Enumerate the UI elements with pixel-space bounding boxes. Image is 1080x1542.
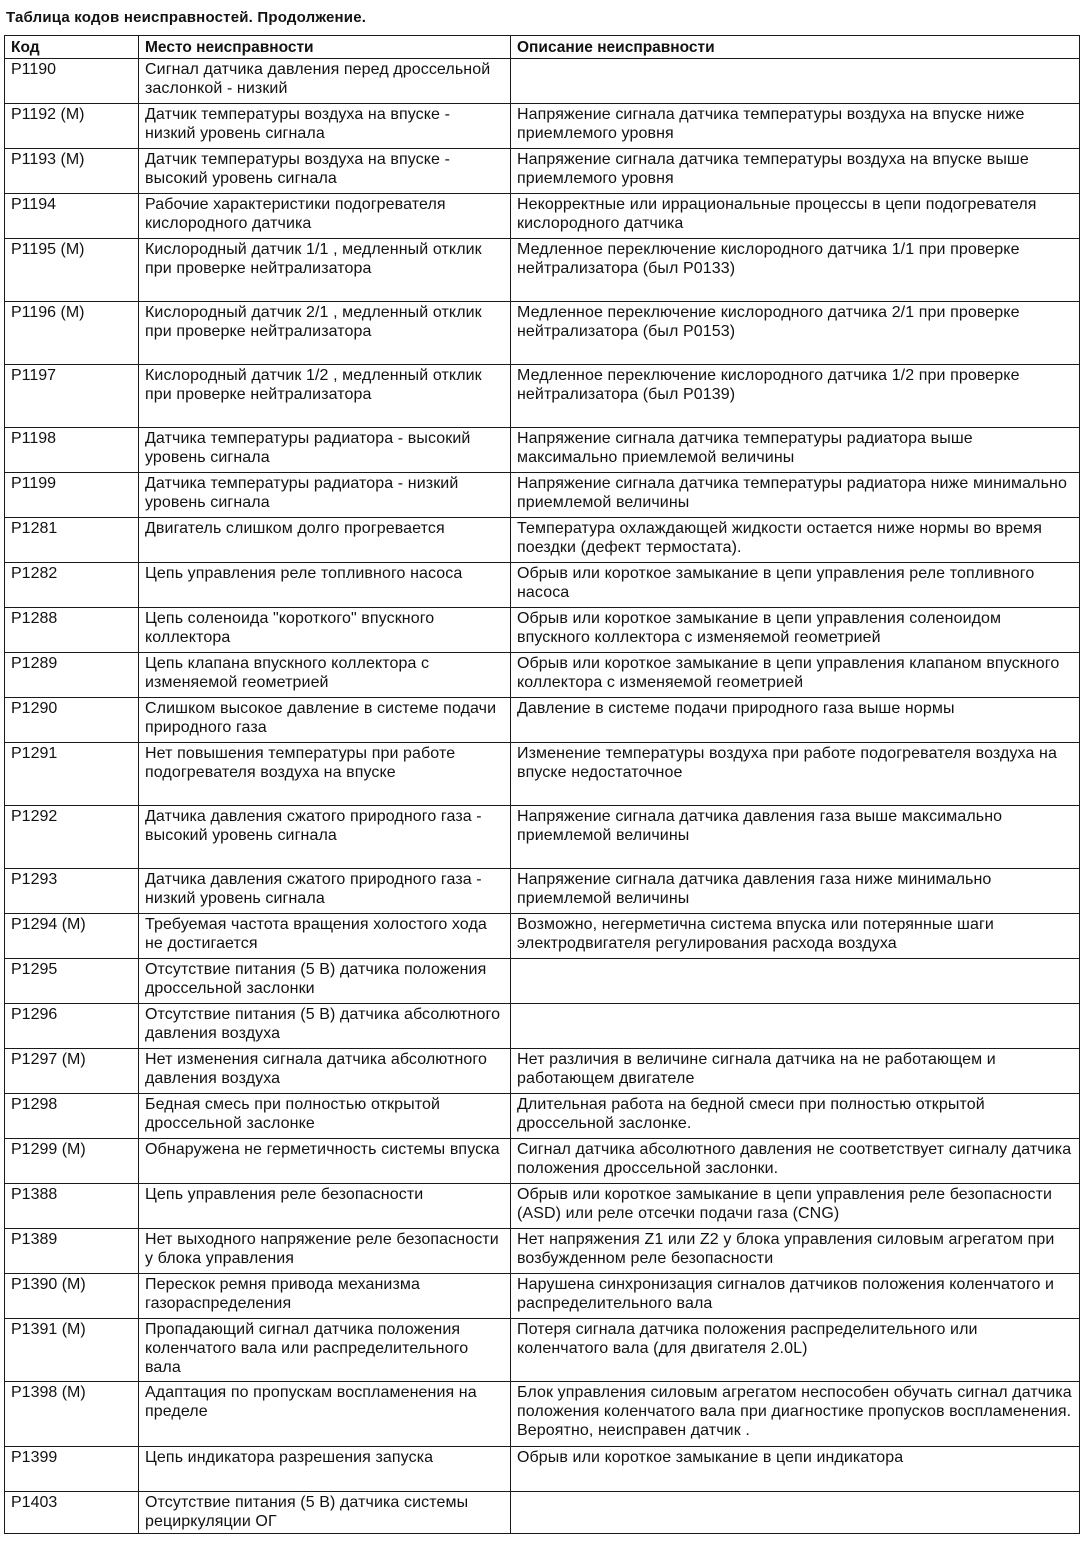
code-cell: P1293 xyxy=(5,869,139,914)
code-cell: P1388 xyxy=(5,1184,139,1229)
place-cell: Отсутствие питания (5 В) датчика абсолютного давления воздуха xyxy=(139,1004,511,1049)
place-cell: Датчик температуры воздуха на впуске - высокий уровень сигнала xyxy=(139,149,511,194)
place-cell: Двигатель слишком долго прогревается xyxy=(139,518,511,563)
place-cell: Датчик температуры воздуха на впуске - низкий уровень сигнала xyxy=(139,104,511,149)
code-cell: P1281 xyxy=(5,518,139,563)
desc-cell: Медленное переключение кислородного датчика 1/2 при проверке нейтрализатора (был P0139) xyxy=(511,365,1080,428)
code-cell: P1298 xyxy=(5,1094,139,1139)
place-cell: Цепь индикатора разрешения запуска xyxy=(139,1447,511,1492)
desc-cell: Нет напряжения Z1 или Z2 у блока управления силовым агрегатом при возбужденном реле безопасности xyxy=(511,1229,1080,1274)
place-cell: Кислородный датчик 2/1 , медленный отклик при проверке нейтрализатора xyxy=(139,302,511,365)
code-cell: P1289 xyxy=(5,653,139,698)
table-row xyxy=(5,239,1080,302)
table-row xyxy=(5,59,1080,104)
place-cell: Цепь управления реле безопасности xyxy=(139,1184,511,1229)
table-row xyxy=(5,959,1080,1004)
desc-cell: Напряжение сигнала датчика температуры воздуха на впуске ниже приемлемого уровня xyxy=(511,104,1080,149)
place-cell: Кислородный датчик 1/1 , медленный отклик при проверке нейтрализатора xyxy=(139,239,511,302)
table-row xyxy=(5,806,1080,869)
desc-cell: Напряжение сигнала датчика давления газа ниже минимально приемлемой величины xyxy=(511,869,1080,914)
table-row xyxy=(5,149,1080,194)
table-row xyxy=(5,1319,1080,1382)
table-row xyxy=(5,914,1080,959)
code-cell: P1199 xyxy=(5,473,139,518)
table-row xyxy=(5,365,1080,428)
place-cell: Рабочие характеристики подогревателя кислородного датчика xyxy=(139,194,511,239)
desc-cell: Блок управления силовым агрегатом неспособен обучать сигнал датчика положения коленчатого вала при диагностике пропусков воспламенения. Вероятно, неисправен датчик . xyxy=(511,1382,1080,1447)
table-row xyxy=(5,518,1080,563)
place-cell: Бедная смесь при полностью открытой дроссельной заслонке xyxy=(139,1094,511,1139)
table-row xyxy=(5,1094,1080,1139)
table-row xyxy=(5,1274,1080,1319)
place-cell: Цепь клапана впускного коллектора с изменяемой геометрией xyxy=(139,653,511,698)
code-cell: P1296 xyxy=(5,1004,139,1049)
table-row xyxy=(5,428,1080,473)
place-cell: Кислородный датчик 1/2 , медленный отклик при проверке нейтрализатора xyxy=(139,365,511,428)
code-cell: P1390 (M) xyxy=(5,1274,139,1319)
desc-cell: Температура охлаждающей жидкости остается ниже нормы во время поездки (дефект термостата). xyxy=(511,518,1080,563)
code-cell: P1299 (M) xyxy=(5,1139,139,1184)
code-cell: P1196 (M) xyxy=(5,302,139,365)
table-row xyxy=(5,1447,1080,1492)
table-row xyxy=(5,1492,1080,1534)
place-cell: Нет изменения сигнала датчика абсолютного давления воздуха xyxy=(139,1049,511,1094)
code-cell: P1295 xyxy=(5,959,139,1004)
code-cell: P1399 xyxy=(5,1447,139,1492)
desc-cell xyxy=(511,1004,1080,1049)
table-row xyxy=(5,869,1080,914)
column-header-place: Место неисправности xyxy=(139,36,511,59)
desc-cell: Сигнал датчика абсолютного давления не соответствует сигналу датчика положения дроссельной заслонки. xyxy=(511,1139,1080,1184)
table-row xyxy=(5,1229,1080,1274)
code-cell: P1282 xyxy=(5,563,139,608)
table-header-row xyxy=(5,36,1080,59)
place-cell: Отсутствие питания (5 В) датчика положения дроссельной заслонки xyxy=(139,959,511,1004)
fault-codes-table xyxy=(4,35,1080,1534)
code-cell: P1288 xyxy=(5,608,139,653)
column-header-code: Код xyxy=(5,36,139,59)
code-cell: P1197 xyxy=(5,365,139,428)
table-row xyxy=(5,1382,1080,1447)
desc-cell: Нарушена синхронизация сигналов датчиков положения коленчатого и распределительного вала xyxy=(511,1274,1080,1319)
place-cell: Датчика температуры радиатора - низкий уровень сигнала xyxy=(139,473,511,518)
code-cell: P1294 (M) xyxy=(5,914,139,959)
place-cell: Нет выходного напряжение реле безопасности у блока управления xyxy=(139,1229,511,1274)
desc-cell: Напряжение сигнала датчика температуры радиатора ниже минимально приемлемой величины xyxy=(511,473,1080,518)
desc-cell: Напряжение сигнала датчика давления газа выше максимально приемлемой величины xyxy=(511,806,1080,869)
code-cell: P1290 xyxy=(5,698,139,743)
desc-cell: Изменение температуры воздуха при работе подогревателя воздуха на впуске недостаточное xyxy=(511,743,1080,806)
desc-cell: Медленное переключение кислородного датчика 1/1 при проверке нейтрализатора (был P0133) xyxy=(511,239,1080,302)
code-cell: P1291 xyxy=(5,743,139,806)
table-row xyxy=(5,1184,1080,1229)
desc-cell: Обрыв или короткое замыкание в цепи управления клапаном впускного коллектора с изменяемой геометрией xyxy=(511,653,1080,698)
code-cell: P1292 xyxy=(5,806,139,869)
table-row xyxy=(5,563,1080,608)
desc-cell: Напряжение сигнала датчика температуры воздуха на впуске выше приемлемого уровня xyxy=(511,149,1080,194)
desc-cell: Некорректные или иррациональные процессы в цепи подогревателя кислородного датчика xyxy=(511,194,1080,239)
code-cell: P1198 xyxy=(5,428,139,473)
code-cell: P1193 (M) xyxy=(5,149,139,194)
desc-cell xyxy=(511,1492,1080,1534)
desc-cell: Нет различия в величине сигнала датчика на не работающем и работающем двигателе xyxy=(511,1049,1080,1094)
place-cell: Датчика давления сжатого природного газа - высокий уровень сигнала xyxy=(139,806,511,869)
place-cell: Сигнал датчика давления перед дроссельной заслонкой - низкий xyxy=(139,59,511,104)
desc-cell: Длительная работа на бедной смеси при полностью открытой дроссельной заслонке. xyxy=(511,1094,1080,1139)
table-row xyxy=(5,302,1080,365)
code-cell: P1195 (M) xyxy=(5,239,139,302)
table-row xyxy=(5,1139,1080,1184)
desc-cell: Медленное переключение кислородного датчика 2/1 при проверке нейтрализатора (был P0153) xyxy=(511,302,1080,365)
code-cell: P1391 (M) xyxy=(5,1319,139,1382)
place-cell: Датчика давления сжатого природного газа - низкий уровень сигнала xyxy=(139,869,511,914)
place-cell: Нет повышения температуры при работе подогревателя воздуха на впуске xyxy=(139,743,511,806)
code-cell: P1190 xyxy=(5,59,139,104)
desc-cell xyxy=(511,59,1080,104)
code-cell: P1403 xyxy=(5,1492,139,1534)
page-title: Таблица кодов неисправностей. Продолжение. xyxy=(6,9,367,26)
place-cell: Цепь управления реле топливного насоса xyxy=(139,563,511,608)
table-row xyxy=(5,608,1080,653)
place-cell: Цепь соленоида "короткого" впускного коллектора xyxy=(139,608,511,653)
table-row xyxy=(5,473,1080,518)
place-cell: Адаптация по пропускам воспламенения на пределе xyxy=(139,1382,511,1447)
table-row xyxy=(5,104,1080,149)
table-row xyxy=(5,698,1080,743)
desc-cell: Обрыв или короткое замыкание в цепи управления соленоидом впускного коллектора с изменяемой геометрией xyxy=(511,608,1080,653)
place-cell: Слишком высокое давление в системе подачи природного газа xyxy=(139,698,511,743)
desc-cell: Возможно, негерметична система впуска или потерянные шаги электродвигателя регулирования расхода воздуха xyxy=(511,914,1080,959)
code-cell: P1389 xyxy=(5,1229,139,1274)
code-cell: P1194 xyxy=(5,194,139,239)
table-row xyxy=(5,653,1080,698)
place-cell: Обнаружена не герметичность системы впуска xyxy=(139,1139,511,1184)
place-cell: Пропадающий сигнал датчика положения коленчатого вала или распределительного вала xyxy=(139,1319,511,1382)
code-cell: P1192 (M) xyxy=(5,104,139,149)
desc-cell: Обрыв или короткое замыкание в цепи индикатора xyxy=(511,1447,1080,1492)
place-cell: Перескок ремня привода механизма газораспределения xyxy=(139,1274,511,1319)
place-cell: Отсутствие питания (5 В) датчика системы рециркуляции ОГ xyxy=(139,1492,511,1534)
desc-cell: Потеря сигнала датчика положения распределительного или коленчатого вала (для двигателя 2.0L) xyxy=(511,1319,1080,1382)
code-cell: P1297 (M) xyxy=(5,1049,139,1094)
desc-cell xyxy=(511,959,1080,1004)
table-row xyxy=(5,194,1080,239)
table-row xyxy=(5,1004,1080,1049)
desc-cell: Давление в системе подачи природного газа выше нормы xyxy=(511,698,1080,743)
desc-cell: Напряжение сигнала датчика температуры радиатора выше максимально приемлемой величины xyxy=(511,428,1080,473)
column-header-desc: Описание неисправности xyxy=(511,36,1080,59)
desc-cell: Обрыв или короткое замыкание в цепи управления реле топливного насоса xyxy=(511,563,1080,608)
table-row xyxy=(5,1049,1080,1094)
desc-cell: Обрыв или короткое замыкание в цепи управления реле безопасности (ASD) или реле отсечки подачи газа (CNG) xyxy=(511,1184,1080,1229)
table-row xyxy=(5,743,1080,806)
place-cell: Требуемая частота вращения холостого хода не достигается xyxy=(139,914,511,959)
code-cell: P1398 (M) xyxy=(5,1382,139,1447)
place-cell: Датчика температуры радиатора - высокий уровень сигнала xyxy=(139,428,511,473)
table-body xyxy=(5,59,1080,1534)
